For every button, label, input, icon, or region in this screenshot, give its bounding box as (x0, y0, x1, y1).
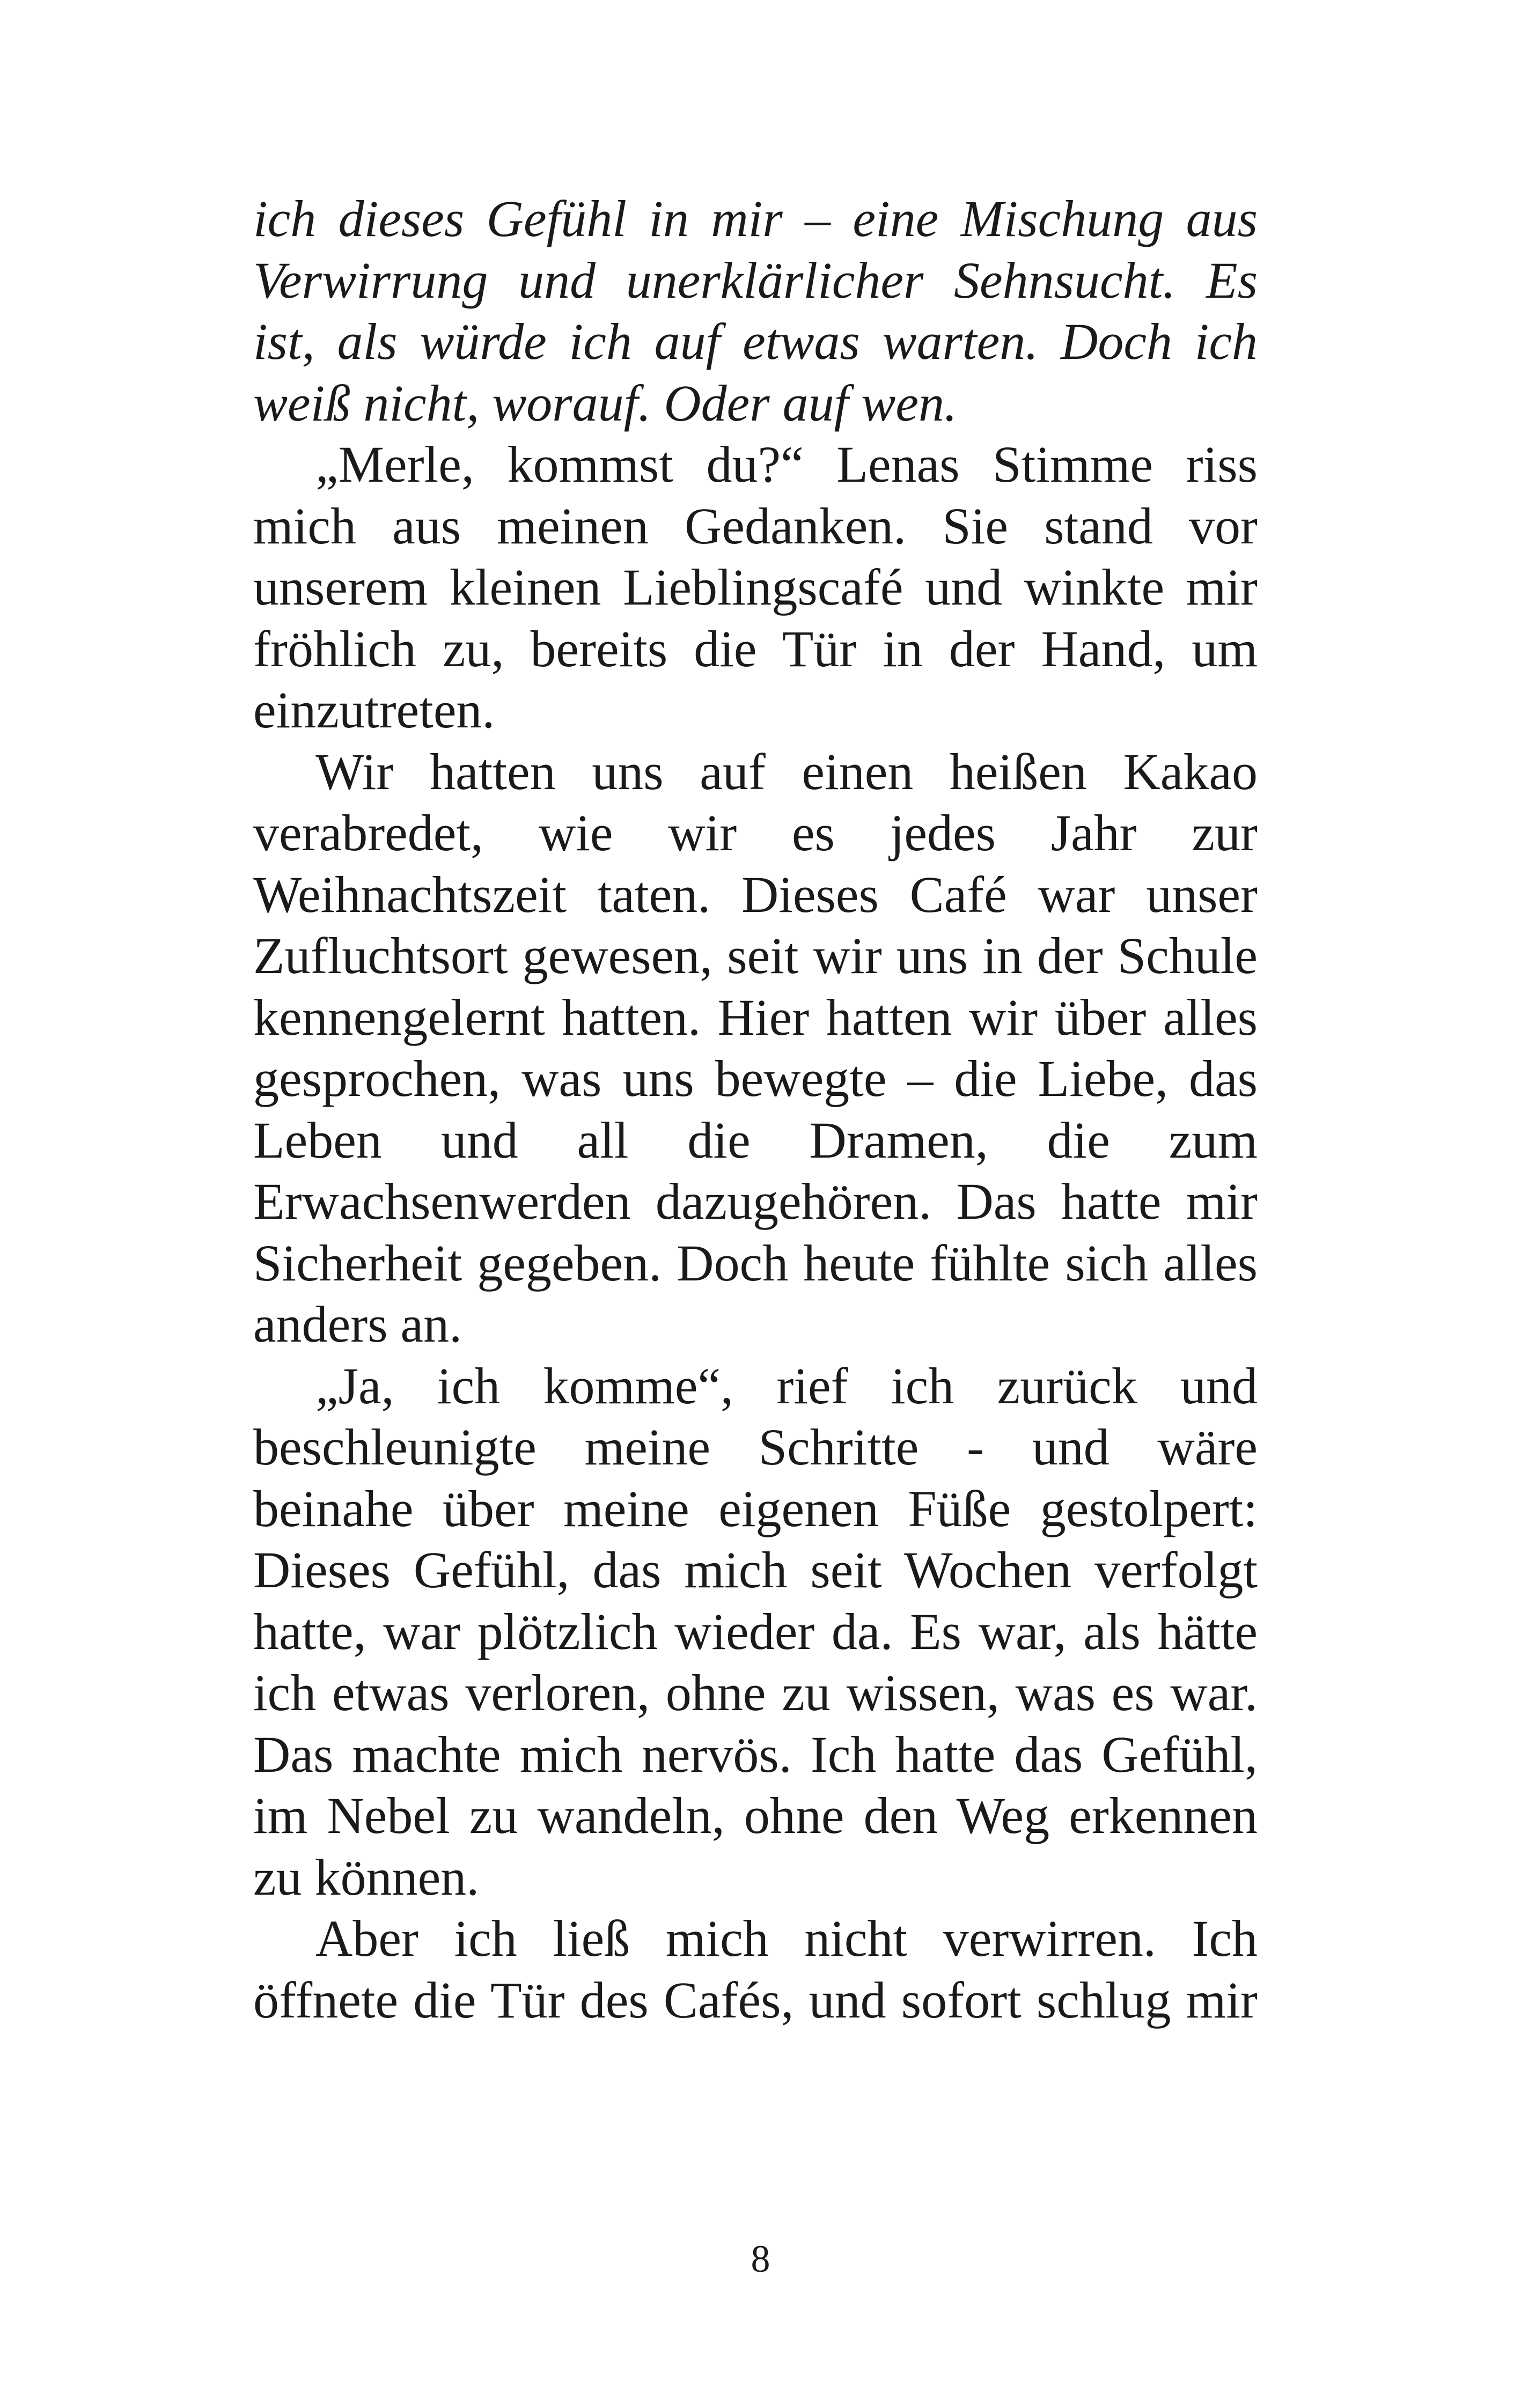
text-line: ist, als würde ich auf etwas warten. Doch ich (253, 313, 1258, 370)
text-line: anders an. (253, 1295, 462, 1353)
text-line: Wir hatten uns auf einen heißen Kakao (315, 742, 1258, 800)
text-line: verabredet, wie wir es jedes Jahr zur (253, 804, 1258, 861)
paragraph (253, 1908, 1258, 2031)
body-text (253, 188, 1258, 2031)
text-line: fröhlich zu, bereits die Tür in der Hand, um (253, 620, 1258, 678)
text-line: Zufluchtsort gewesen, seit wir uns in der Schule (253, 927, 1258, 984)
text-line: Sicherheit gegeben. Doch heute fühlte sich alles (253, 1234, 1258, 1292)
text-line: beschleunigte meine Schritte - und wäre (253, 1418, 1258, 1476)
text-line: „Ja, ich komme“, rief ich zurück und (315, 1357, 1258, 1415)
text-line: öffnete die Tür des Cafés, und sofort schlug mir (253, 1971, 1258, 2029)
text-line: unserem kleinen Lieblingscafé und winkte mir (253, 558, 1258, 616)
text-line: zu können. (253, 1848, 480, 1906)
paragraph (253, 1356, 1258, 1909)
text-line: mich aus meinen Gedanken. Sie stand vor (253, 497, 1258, 555)
text-line: Weihnachtszeit taten. Dieses Café war unser (253, 865, 1258, 923)
text-line: ich etwas verloren, ohne zu wissen, was es war. (253, 1664, 1258, 1721)
text-line: Dieses Gefühl, das mich seit Wochen verfolgt (253, 1541, 1258, 1599)
paragraph (253, 741, 1258, 1356)
text-line: einzutreten. (253, 681, 495, 739)
text-line: kennengelernt hatten. Hier hatten wir über alles (253, 988, 1258, 1046)
text-line: hatte, war plötzlich wieder da. Es war, als hätte (253, 1602, 1258, 1660)
text-line: Verwirrung und unerklärlicher Sehnsucht. Es (253, 251, 1258, 309)
text-line: „Merle, kommst du?“ Lenas Stimme riss (315, 436, 1258, 493)
text-line: weiß nicht, worauf. Oder auf wen. (253, 374, 957, 432)
text-line: beinahe über meine eigenen Füße gestolpert: (253, 1479, 1258, 1537)
text-line: Leben und all die Dramen, die zum (253, 1111, 1258, 1169)
text-line: ich dieses Gefühl in mir – eine Mischung aus (253, 190, 1258, 247)
paragraph (253, 188, 1258, 434)
text-line: im Nebel zu wandeln, ohne den Weg erkennen (253, 1787, 1258, 1844)
paragraph (253, 434, 1258, 741)
text-line: Erwachsenwerden dazugehören. Das hatte mir (253, 1173, 1258, 1230)
text-line: Aber ich ließ mich nicht verwirren. Ich (315, 1910, 1258, 1967)
page-number: 8 (751, 2237, 770, 2280)
text-line: Das machte mich nervös. Ich hatte das Gefühl, (253, 1725, 1258, 1783)
text-line: gesprochen, was uns bewegte – die Liebe, das (253, 1050, 1258, 1107)
